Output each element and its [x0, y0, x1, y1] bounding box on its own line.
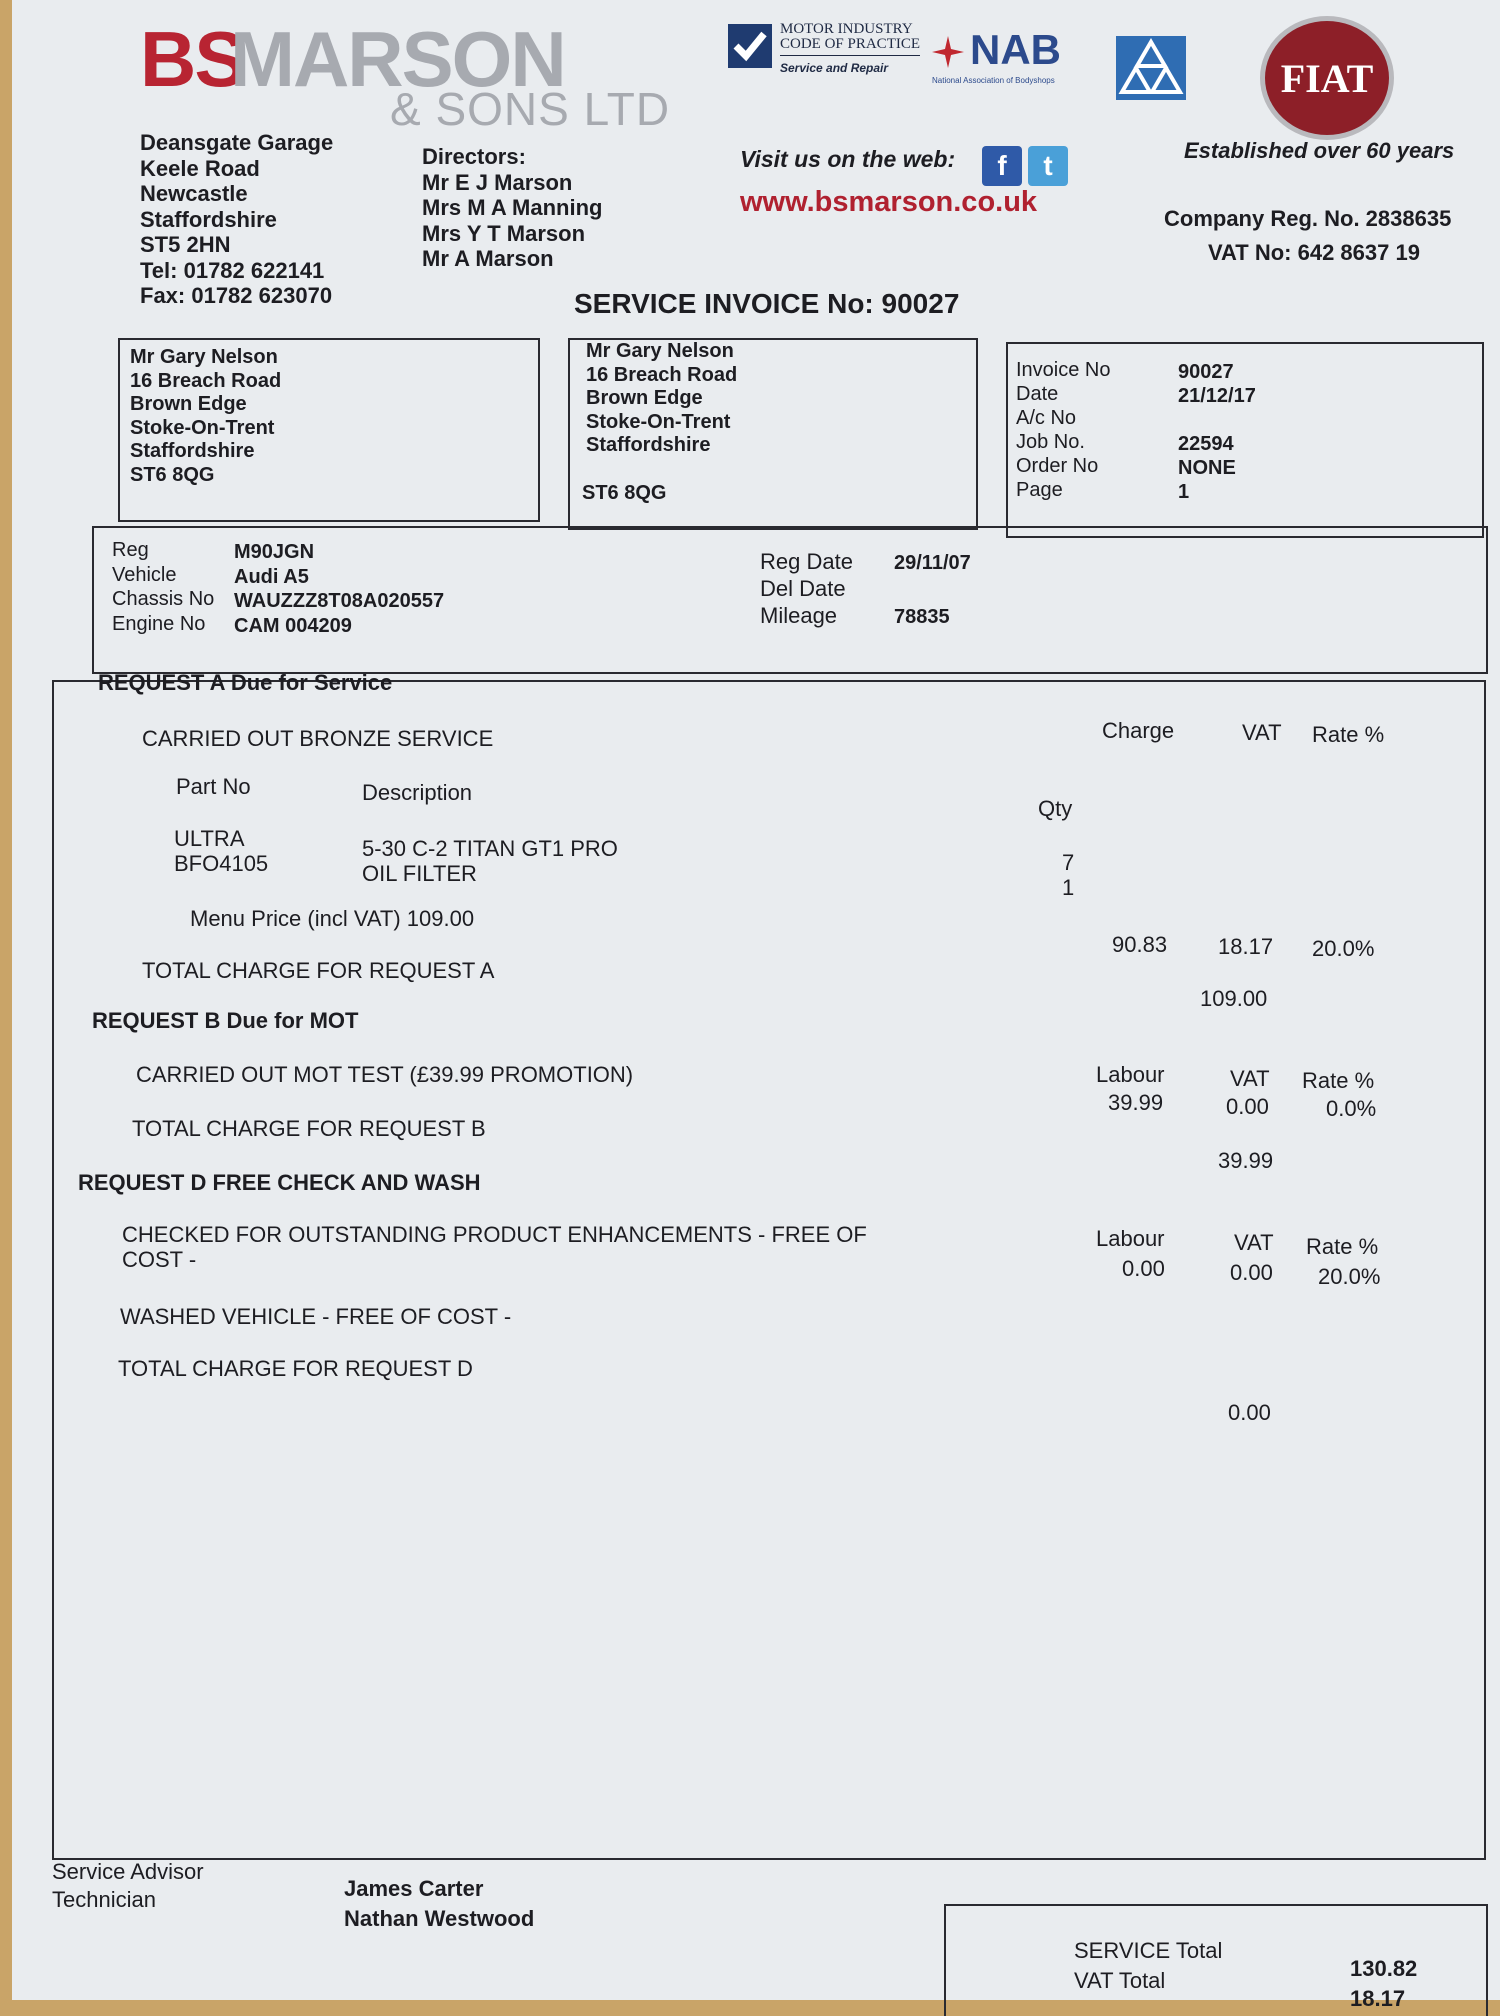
deliver-to-address: [586, 340, 737, 458]
address-line: Fax: 01782 623070: [140, 283, 333, 308]
detail-label: Page: [1016, 479, 1063, 501]
detail-value: 22594: [1178, 433, 1234, 455]
part-qty: 1: [1062, 875, 1075, 900]
menu-price: Menu Price (incl VAT) 109.00: [190, 906, 475, 931]
col-vat: VAT: [1230, 1066, 1270, 1091]
visit-web-text: Visit us on the web:: [740, 146, 956, 172]
motor-industry-line: CODE OF PRACTICE: [780, 36, 921, 52]
bill-to-line: Brown Edge: [130, 393, 247, 415]
request-a-title: REQUEST A Due for Service: [98, 670, 393, 695]
request-b-vat: 0.00: [1226, 1094, 1269, 1119]
detail-label: Job No.: [1016, 431, 1085, 453]
col-rate: Rate %: [1302, 1068, 1375, 1093]
director-name: Mr A Marson: [422, 246, 554, 271]
deliver-to-line: 16 Breach Road: [586, 363, 738, 386]
check-icon: [728, 24, 772, 68]
request-d-work2: WASHED VEHICLE - FREE OF COST -: [120, 1304, 512, 1329]
bill-to-line: ST6 8QG: [130, 463, 215, 486]
address-line: ST5 2HN: [140, 232, 231, 257]
parts-descriptions: [362, 836, 618, 886]
established-text: Established over 60 years: [1184, 138, 1455, 163]
request-a-charge: 90.83: [1112, 932, 1168, 957]
request-b-work: CARRIED OUT MOT TEST (£39.99 PROMOTION): [136, 1062, 634, 1087]
footer-names: [344, 1874, 534, 1934]
technician-label: Technician: [52, 1887, 156, 1912]
vehicle-del-date: [894, 577, 971, 604]
detail-label: Date: [1016, 383, 1059, 405]
garage-address: [140, 130, 333, 309]
totals-labels: [1074, 1936, 1222, 1996]
request-a-total: 109.00: [1200, 986, 1268, 1011]
request-d-labour: 0.00: [1122, 1256, 1165, 1281]
nab-star-icon: [930, 34, 966, 75]
vat-number: VAT No: 642 8637 19: [1208, 240, 1420, 265]
parts-part-nos: [174, 826, 268, 876]
director-name: Mrs Y T Marson: [422, 220, 586, 246]
col-description: Description: [362, 780, 473, 805]
request-d-total-label: TOTAL CHARGE FOR REQUEST D: [118, 1356, 473, 1381]
invoice-detail-labels: [1016, 358, 1111, 502]
website-link[interactable]: www.bsmarson.co.uk: [740, 186, 1038, 218]
motor-industry-line: MOTOR INDUSTRY: [780, 21, 913, 37]
request-a-rate: 20.0%: [1312, 936, 1375, 961]
detail-label: Order No: [1016, 455, 1099, 477]
bill-to-line: 16 Breach Road: [130, 369, 282, 392]
vehicle-label: Reg Date: [760, 549, 853, 574]
detail-value: 1: [1178, 481, 1190, 503]
request-b-labour: 39.99: [1108, 1090, 1164, 1115]
detail-value: 90027: [1178, 361, 1234, 383]
vat-total: 18.17: [1350, 1986, 1406, 2011]
vehicle-engine: CAM 004209: [234, 614, 352, 637]
nab-sub: National Association of Bodyshops: [932, 76, 1055, 85]
facebook-icon[interactable]: f: [982, 146, 1022, 186]
logo-bs: BS: [140, 15, 245, 103]
request-d-total: 0.00: [1228, 1400, 1271, 1425]
vehicle-label: Vehicle: [112, 563, 177, 586]
vehicle-mileage: 78835: [894, 606, 950, 628]
vehicle-chassis: WAUZZZ8T08A020557: [234, 590, 445, 612]
bill-to-line: Staffordshire: [130, 440, 255, 462]
vehicle-label: Chassis No: [112, 588, 215, 610]
fiat-badge-icon: [1260, 16, 1394, 140]
part-no: BFO4105: [174, 851, 269, 876]
service-total-label: SERVICE Total: [1074, 1938, 1223, 1963]
deliver-to-line: Staffordshire: [586, 434, 711, 456]
address-line: Staffordshire: [140, 206, 277, 232]
deliver-to-line: Mr Gary Nelson: [586, 340, 734, 362]
vehicle-label: Mileage: [760, 603, 838, 628]
request-d-title: REQUEST D FREE CHECK AND WASH: [78, 1170, 481, 1195]
address-line: Tel: 01782 622141: [140, 257, 325, 283]
service-advisor-label: Service Advisor: [52, 1859, 204, 1884]
bill-to-line: Stoke-On-Trent: [130, 416, 275, 439]
col-qty: Qty: [1038, 796, 1073, 821]
address-line: Keele Road: [140, 155, 260, 181]
director-name: Mrs M A Manning: [422, 195, 603, 220]
address-line: Newcastle: [140, 181, 248, 206]
request-a-total-label: TOTAL CHARGE FOR REQUEST A: [142, 958, 495, 983]
parts-qtys: [1062, 850, 1074, 900]
detail-value: 21/12/17: [1178, 385, 1256, 407]
director-name: Mr E J Marson: [422, 169, 573, 195]
totals-values: [1350, 1954, 1417, 2014]
footer-labels: [52, 1858, 204, 1914]
vehicle-labels: [112, 538, 214, 636]
mot-triangles-icon: [1116, 36, 1186, 100]
directors: [422, 144, 602, 272]
vehicle-label: Engine No: [112, 612, 206, 635]
vehicle-reg-date: 29/11/07: [894, 552, 971, 574]
detail-value: [1178, 408, 1256, 432]
request-b-rate: 0.0%: [1326, 1096, 1377, 1121]
deliver-to-line: Stoke-On-Trent: [586, 410, 731, 433]
technician-name: Nathan Westwood: [344, 1906, 535, 1931]
request-b-total: 39.99: [1218, 1148, 1274, 1173]
detail-label: A/c No: [1016, 407, 1077, 429]
vehicle-label: Del Date: [760, 576, 846, 601]
logo-sons: & SONS LTD: [390, 83, 671, 135]
directors-heading: Directors:: [422, 144, 526, 169]
detail-label: Invoice No: [1016, 359, 1111, 381]
logo-marson: MARSON: [230, 15, 565, 103]
request-d-work-line: CHECKED FOR OUTSTANDING PRODUCT ENHANCEMENTS - FREE OF: [122, 1222, 867, 1247]
bill-to-address: [130, 346, 281, 487]
detail-value: NONE: [1178, 457, 1236, 479]
fiat-text: FIAT: [1280, 55, 1374, 101]
vehicle-model: Audi A5: [234, 565, 309, 588]
part-description: 5-30 C-2 TITAN GT1 PRO: [362, 836, 618, 861]
request-d-vat: 0.00: [1230, 1260, 1273, 1285]
request-a-vat: 18.17: [1218, 934, 1274, 959]
part-description: OIL FILTER: [362, 861, 477, 886]
service-advisor-name: James Carter: [344, 1876, 484, 1901]
col-rate: Rate %: [1306, 1234, 1379, 1259]
col-rate: Rate %: [1312, 722, 1385, 747]
col-labour: Labour: [1096, 1226, 1165, 1251]
vehicle-reg: M90JGN: [234, 541, 315, 563]
vehicle-label: Reg: [112, 539, 149, 561]
request-b-total-label: TOTAL CHARGE FOR REQUEST B: [132, 1116, 486, 1141]
part-no: ULTRA: [174, 826, 245, 851]
vehicle-values: [234, 540, 444, 638]
company-reg: Company Reg. No. 2838635: [1164, 206, 1452, 231]
vehicle-date-labels: [760, 548, 853, 629]
col-vat: VAT: [1242, 720, 1282, 745]
invoice-page: [12, 0, 1500, 2011]
invoice-title: SERVICE INVOICE No: 90027: [574, 288, 960, 319]
motor-industry-badge: [780, 22, 920, 77]
request-d-work-line: COST -: [122, 1247, 197, 1272]
service-total: 130.82: [1350, 1956, 1418, 1981]
col-part-no: Part No: [176, 774, 251, 799]
invoice-detail-values: [1178, 360, 1256, 504]
request-d-work1: [122, 1222, 867, 1272]
request-b-title: REQUEST B Due for MOT: [92, 1008, 359, 1033]
address-line: Deansgate Garage: [140, 130, 334, 155]
vat-total-label: VAT Total: [1074, 1968, 1166, 1993]
col-vat: VAT: [1234, 1230, 1274, 1255]
col-labour: Labour: [1096, 1062, 1165, 1087]
part-qty: 7: [1062, 850, 1075, 875]
deliver-to-postcode: ST6 8QG: [582, 482, 667, 504]
twitter-icon[interactable]: t: [1028, 146, 1068, 186]
motor-industry-sub: Service and Repair: [780, 61, 889, 75]
request-d-rate: 20.0%: [1318, 1264, 1381, 1289]
vehicle-date-values: [894, 550, 971, 631]
deliver-to-line: Brown Edge: [586, 387, 703, 409]
request-a-work: CARRIED OUT BRONZE SERVICE: [142, 726, 494, 751]
nab-logo: NAB: [970, 26, 1061, 73]
col-charge: Charge: [1102, 718, 1175, 743]
bill-to-line: Mr Gary Nelson: [130, 346, 278, 368]
